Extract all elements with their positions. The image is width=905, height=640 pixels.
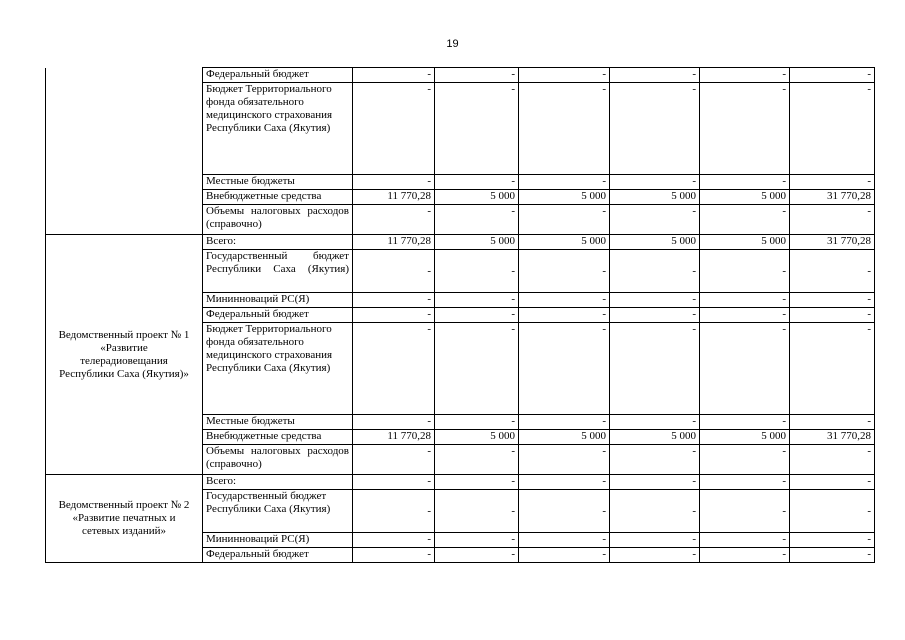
value-cell: - bbox=[610, 308, 700, 323]
value-cell: - bbox=[519, 68, 610, 83]
budget-table bbox=[45, 67, 875, 563]
page-number: 19 bbox=[446, 38, 459, 50]
funding-source-label: Всего: bbox=[203, 475, 353, 490]
value-cell: 5 000 bbox=[519, 235, 610, 250]
value-cell: - bbox=[700, 83, 790, 175]
value-cell: - bbox=[435, 308, 519, 323]
value-cell: - bbox=[519, 293, 610, 308]
value-cell: - bbox=[435, 250, 519, 293]
value-cell: 11 770,28 bbox=[353, 190, 435, 205]
funding-source-label: Государственный бюджет Республики Саха (Якутия) bbox=[203, 490, 353, 533]
value-cell: - bbox=[353, 475, 435, 490]
project-title-cell: Ведомственный проект № 1 «Развитие телерадиовещания Республики Саха (Якутия)» bbox=[46, 235, 203, 475]
value-cell: - bbox=[790, 445, 875, 475]
value-cell: - bbox=[353, 250, 435, 293]
project-title-cell: Ведомственный проект № 2 «Развитие печатных и сетевых изданий» bbox=[46, 475, 203, 563]
value-cell: - bbox=[353, 68, 435, 83]
table-row bbox=[46, 235, 875, 250]
value-cell: - bbox=[610, 475, 700, 490]
value-cell: 5 000 bbox=[700, 430, 790, 445]
value-cell: - bbox=[790, 250, 875, 293]
value-cell: - bbox=[435, 445, 519, 475]
value-cell: - bbox=[790, 175, 875, 190]
value-cell: - bbox=[700, 548, 790, 563]
funding-source-label: Федеральный бюджет bbox=[203, 548, 353, 563]
value-cell: - bbox=[790, 475, 875, 490]
value-cell: - bbox=[353, 175, 435, 190]
value-cell: - bbox=[610, 293, 700, 308]
value-cell: - bbox=[790, 548, 875, 563]
value-cell: - bbox=[700, 475, 790, 490]
value-cell: - bbox=[700, 308, 790, 323]
value-cell: - bbox=[353, 293, 435, 308]
value-cell: 5 000 bbox=[519, 430, 610, 445]
value-cell: - bbox=[610, 323, 700, 415]
project-title-cell bbox=[46, 68, 203, 235]
value-cell: 5 000 bbox=[610, 190, 700, 205]
value-cell: - bbox=[610, 490, 700, 533]
value-cell: - bbox=[790, 415, 875, 430]
value-cell: - bbox=[519, 475, 610, 490]
value-cell: 5 000 bbox=[700, 235, 790, 250]
value-cell: - bbox=[700, 68, 790, 83]
value-cell: - bbox=[353, 308, 435, 323]
value-cell: 5 000 bbox=[435, 235, 519, 250]
value-cell: - bbox=[435, 475, 519, 490]
value-cell: - bbox=[700, 205, 790, 235]
value-cell: - bbox=[353, 533, 435, 548]
funding-source-label: Всего: bbox=[203, 235, 353, 250]
funding-source-label: Мининноваций РС(Я) bbox=[203, 533, 353, 548]
value-cell: - bbox=[435, 490, 519, 533]
value-cell: 31 770,28 bbox=[790, 190, 875, 205]
value-cell: - bbox=[435, 533, 519, 548]
funding-source-label: Местные бюджеты bbox=[203, 175, 353, 190]
value-cell: - bbox=[610, 548, 700, 563]
value-cell: - bbox=[700, 445, 790, 475]
funding-source-label: Внебюджетные средства bbox=[203, 190, 353, 205]
value-cell: - bbox=[519, 250, 610, 293]
value-cell: - bbox=[435, 175, 519, 190]
value-cell: - bbox=[610, 445, 700, 475]
value-cell: - bbox=[700, 415, 790, 430]
value-cell: 5 000 bbox=[435, 430, 519, 445]
value-cell: - bbox=[435, 548, 519, 563]
value-cell: - bbox=[519, 308, 610, 323]
value-cell: - bbox=[519, 445, 610, 475]
value-cell: - bbox=[353, 445, 435, 475]
value-cell: - bbox=[435, 293, 519, 308]
funding-source-label: Федеральный бюджет bbox=[203, 68, 353, 83]
value-cell: - bbox=[610, 533, 700, 548]
value-cell: - bbox=[790, 68, 875, 83]
funding-source-label: Бюджет Территориального фонда обязательного медицинского страхования Республики Саха (Якутия) bbox=[203, 323, 353, 415]
value-cell: - bbox=[610, 83, 700, 175]
funding-source-label: Объемы налоговых расходов (справочно) bbox=[203, 445, 353, 475]
value-cell: - bbox=[353, 323, 435, 415]
value-cell: - bbox=[610, 415, 700, 430]
value-cell: - bbox=[353, 548, 435, 563]
funding-source-label: Объемы налоговых расходов (справочно) bbox=[203, 205, 353, 235]
funding-source-label: Мининноваций РС(Я) bbox=[203, 293, 353, 308]
value-cell: - bbox=[435, 83, 519, 175]
table-row bbox=[46, 475, 875, 490]
value-cell: 31 770,28 bbox=[790, 430, 875, 445]
value-cell: - bbox=[790, 308, 875, 323]
value-cell: - bbox=[610, 205, 700, 235]
value-cell: 5 000 bbox=[700, 190, 790, 205]
value-cell: - bbox=[519, 490, 610, 533]
value-cell: - bbox=[790, 205, 875, 235]
value-cell: 11 770,28 bbox=[353, 430, 435, 445]
funding-source-label: Бюджет Территориального фонда обязательного медицинского страхования Республики Саха (Якутия) bbox=[203, 83, 353, 175]
value-cell: - bbox=[610, 68, 700, 83]
value-cell: 5 000 bbox=[519, 190, 610, 205]
value-cell: - bbox=[700, 175, 790, 190]
value-cell: - bbox=[519, 175, 610, 190]
value-cell: - bbox=[435, 205, 519, 235]
value-cell: - bbox=[610, 175, 700, 190]
value-cell: 31 770,28 bbox=[790, 235, 875, 250]
value-cell: - bbox=[519, 323, 610, 415]
funding-source-label: Государственный бюджет Республики Саха (Якутия) bbox=[203, 250, 353, 293]
value-cell: - bbox=[353, 205, 435, 235]
value-cell: - bbox=[519, 548, 610, 563]
value-cell: - bbox=[435, 415, 519, 430]
value-cell: - bbox=[353, 83, 435, 175]
value-cell: - bbox=[790, 533, 875, 548]
value-cell: - bbox=[790, 323, 875, 415]
value-cell: - bbox=[700, 250, 790, 293]
value-cell: 5 000 bbox=[610, 430, 700, 445]
value-cell: 5 000 bbox=[610, 235, 700, 250]
value-cell: - bbox=[790, 293, 875, 308]
value-cell: - bbox=[435, 68, 519, 83]
value-cell: - bbox=[700, 323, 790, 415]
value-cell: - bbox=[700, 533, 790, 548]
value-cell: - bbox=[790, 490, 875, 533]
value-cell: - bbox=[519, 415, 610, 430]
funding-source-label: Федеральный бюджет bbox=[203, 308, 353, 323]
value-cell: - bbox=[790, 83, 875, 175]
value-cell: - bbox=[610, 250, 700, 293]
value-cell: - bbox=[435, 323, 519, 415]
value-cell: - bbox=[700, 293, 790, 308]
value-cell: 5 000 bbox=[435, 190, 519, 205]
value-cell: - bbox=[353, 490, 435, 533]
table-row bbox=[46, 68, 875, 83]
value-cell: 11 770,28 bbox=[353, 235, 435, 250]
funding-source-label: Внебюджетные средства bbox=[203, 430, 353, 445]
value-cell: - bbox=[519, 83, 610, 175]
value-cell: - bbox=[353, 415, 435, 430]
value-cell: - bbox=[700, 490, 790, 533]
value-cell: - bbox=[519, 533, 610, 548]
value-cell: - bbox=[519, 205, 610, 235]
funding-source-label: Местные бюджеты bbox=[203, 415, 353, 430]
